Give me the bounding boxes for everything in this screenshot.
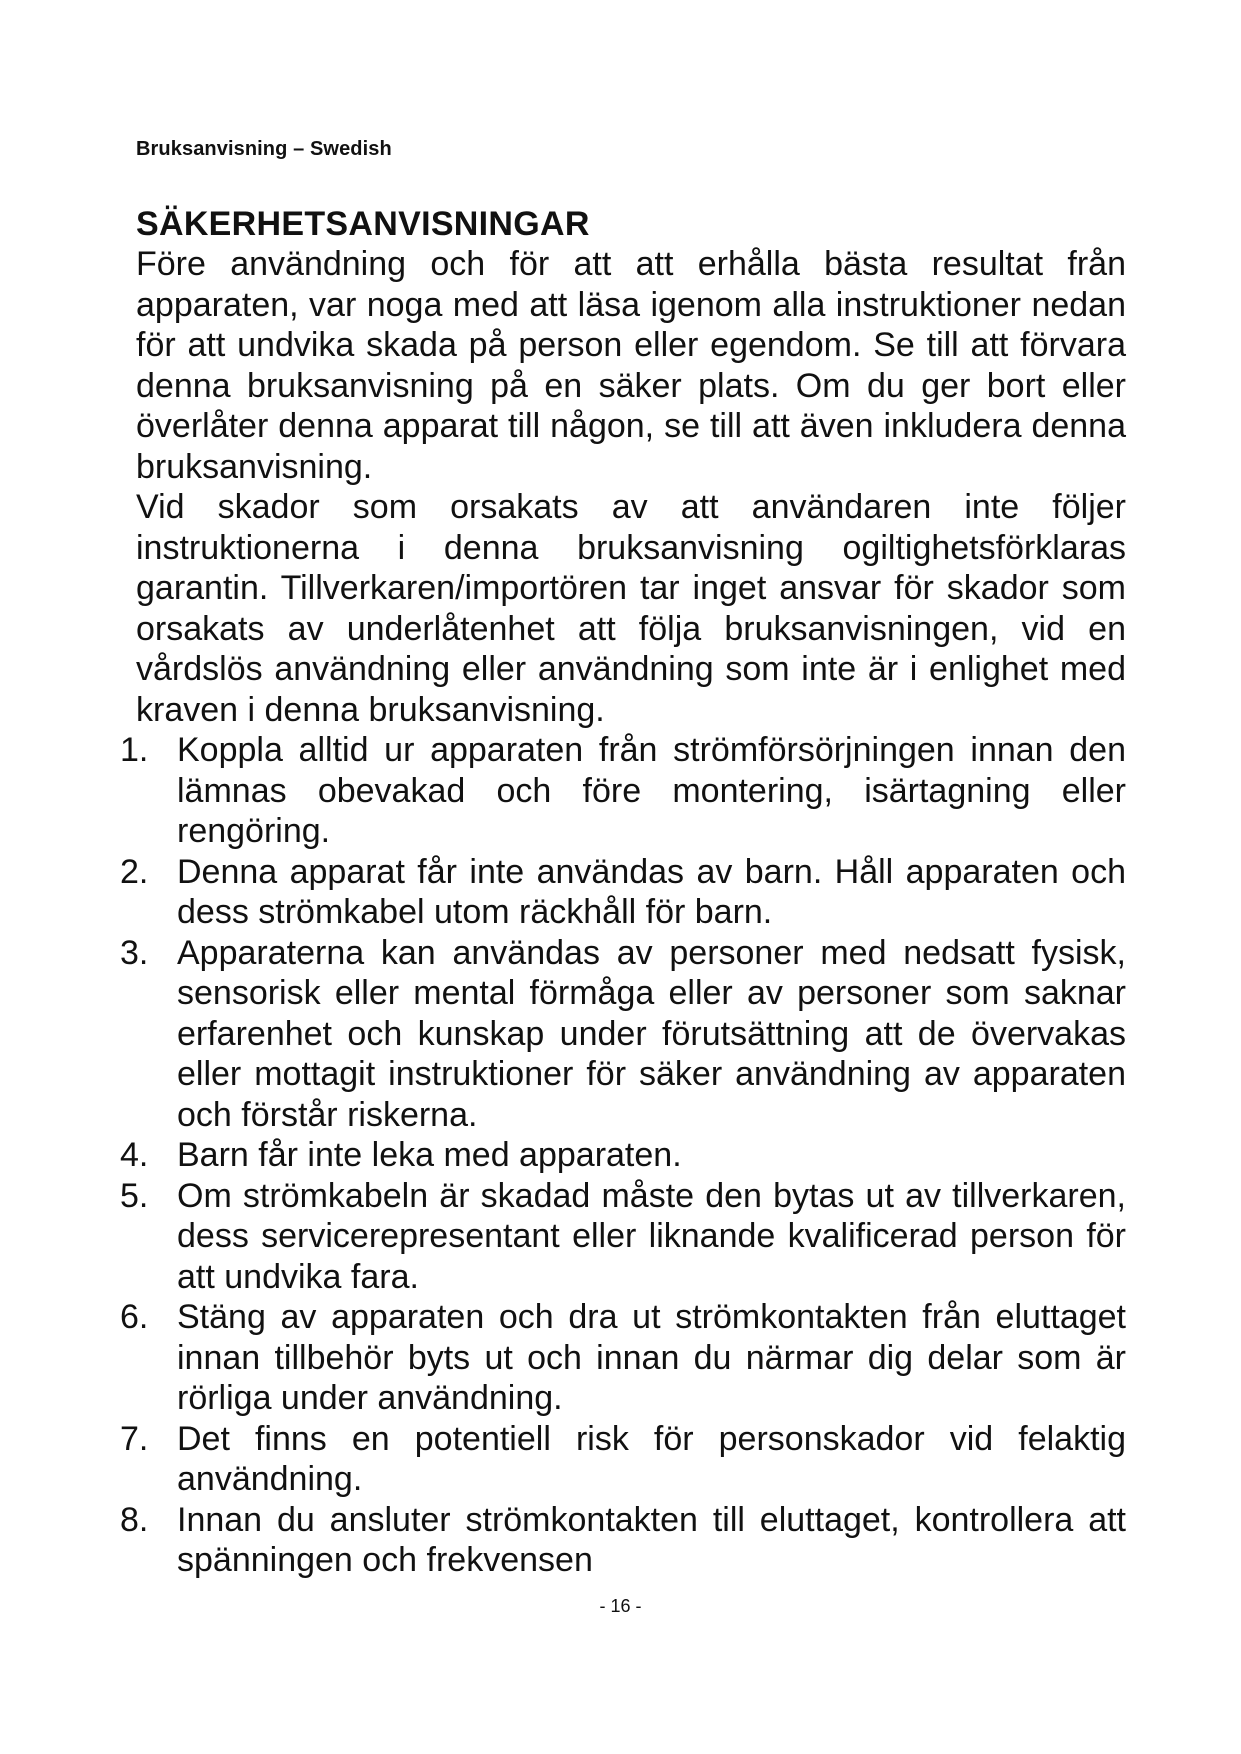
list-item-number: 5.	[120, 1176, 149, 1215]
list-item-number: 8.	[120, 1500, 149, 1539]
list-item	[120, 1135, 1126, 1176]
intro-paragraph: Före användning och för att att erhålla bästa resultat från apparaten, var noga med att läsa igenom alla instruktioner nedan för att undvika skada på person eller egendom. Se till att förvara denna bruksanvisning på en säker plats. Om du ger bort eller överlåter denna apparat till någon, se till att även inkludera denna bruksanvisning.	[136, 245, 1126, 486]
list-item-text: Stäng av apparaten och dra ut strömkontakten från eluttaget innan tillbehör byts ut och innan du närmar dig delar som är rörliga under användning.	[177, 1298, 1126, 1417]
list-item-number: 7.	[120, 1419, 149, 1458]
list-item	[120, 1176, 1126, 1298]
safety-instructions-section	[120, 204, 1126, 1581]
warranty-paragraph: Vid skador som orsakats av att användaren inte följer instruktionerna i denna bruksanvisning ogiltighetsförklaras garantin. Tillverkaren/importören tar inget ansvar för skador som orsakats av underlåtenhet att följa bruksanvisningen, vid en vårdslös användning eller användning som inte är i enlighet med kraven i denna bruksanvisning.	[136, 488, 1126, 729]
list-item	[120, 1500, 1126, 1581]
list-item-number: 1.	[120, 731, 149, 769]
list-item	[120, 852, 1126, 933]
list-item	[120, 730, 1126, 852]
list-item	[120, 933, 1126, 1136]
list-item	[120, 1419, 1126, 1500]
document-header-label: Bruksanvisning – Swedish	[136, 138, 392, 160]
list-item-text: Apparaterna kan användas av personer med nedsatt fysisk, sensorisk eller mental förmåga eller av personer som saknar erfarenhet och kunskap under förutsättning att de övervakas eller mottagit instruktioner för säker användning av apparaten och förstår riskerna.	[177, 933, 1126, 1134]
list-item	[120, 1297, 1126, 1419]
list-item-number: 6.	[120, 1298, 149, 1336]
list-item-text: Det finns en potentiell risk för personskador vid felaktig användning.	[177, 1419, 1126, 1498]
section-title: SÄKERHETSANVISNINGAR	[136, 205, 590, 243]
safety-instruction-list	[120, 730, 1126, 1581]
list-item-text: Innan du ansluter strömkontakten till eluttaget, kontrollera att spänningen och frekvensen	[177, 1500, 1126, 1579]
list-item-text: Koppla alltid ur apparaten från strömförsörjningen innan den lämnas obevakad och före montering, isärtagning eller rengöring.	[177, 731, 1126, 850]
list-item-number: 3.	[120, 933, 149, 972]
list-item-text: Om strömkabeln är skadad måste den bytas ut av tillverkaren, dess servicerepresentant eller liknande kvalificerad person för att undvika fara.	[177, 1176, 1126, 1296]
page-number: - 16 -	[599, 1596, 642, 1616]
list-item-number: 2.	[120, 852, 149, 891]
list-item-text: Barn får inte leka med apparaten.	[177, 1136, 682, 1174]
list-item-text: Denna apparat får inte användas av barn. Håll apparaten och dess strömkabel utom räckhåll för barn.	[177, 852, 1126, 931]
list-item-number: 4.	[120, 1136, 149, 1174]
